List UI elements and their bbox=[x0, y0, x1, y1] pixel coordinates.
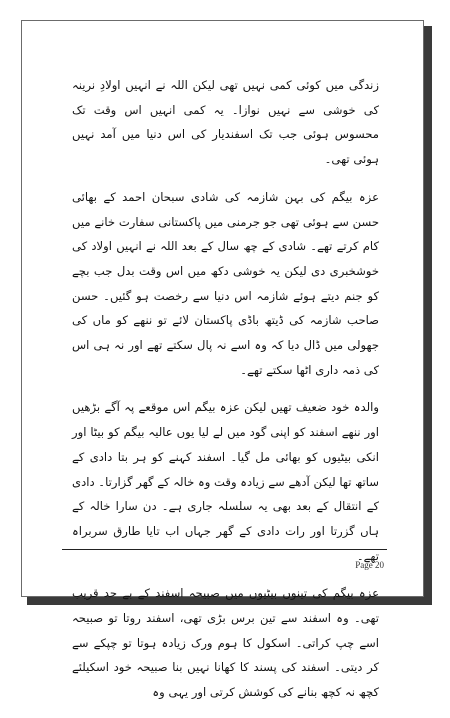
paragraph: زندگی میں کوئی کمی نہیں تھی لیکن اللہ نے انہیں اولادِ نرینہ کی خوشی سے نہیں نوازا۔ یہ کمی انہیں اس وقت تک محسوس ہوئی جب تک اسفندیار کی اس دنیا میں آمد نہیں ہوئی تھی۔ bbox=[72, 78, 379, 167]
page-number: Page 20 bbox=[355, 560, 384, 570]
document-page bbox=[21, 20, 424, 700]
paragraph: عزہ بیگم کی تینوں بیٹیوں میں صبیحہ اسفند کے بے حد قریب تھی۔ وہ اسفند سے تین برس بڑی تھی، اسفند روتا تو صبیحہ اسے چپ کراتی۔ اسکول کا ہوم ورک زیادہ ہوتا تو چپکے سے کر دیتی۔ اسفند کی پسند کا کھانا نہیں بنا صبیحہ خود اسکیلئے کچھ نہ کچھ بنانے کی کوشش کرتی اور یہی وہ bbox=[72, 586, 379, 700]
paragraph: والدہ خود ضعیف تھیں لیکن عزہ بیگم اس موقعے پہ آگے بڑھیں اور ننھے اسفند کو اپنی گود میں لے لیا یوں عالیہ بیگم کو بیٹا اور انکی بیٹیوں کو بھائی مل گیا۔ اسفند کہنے کو ہر بتا دادی کے ساتھ تھا لیکن آدھے سے زیادہ وقت وہ خالہ کے گھر گزارتا۔ دادی کے انتقال کے بعد بھی یہ سلسلہ جاری ہے۔ دن سارا خالہ کے ہاں گزرتا اور رات دادی کے گھر جہاں اب تایا طارق سربراہ تھے۔ bbox=[72, 400, 379, 563]
footer-rule bbox=[62, 549, 387, 550]
paragraph: عزہ بیگم کی بہن شازمہ کی شادی سبحان احمد کے بھائی حسن سے ہوئی تھی جو جرمنی میں پاکستانی سفارت خانے میں کام کرتے تھے۔ شادی کے چھ سال کے بعد اللہ نے انہیں اولاد کی خوشخبری دی لیکن یہ خوشی دکھ میں اس وقت بدل جب بچے کو جنم دیتے ہوئے شازمہ اس دنیا سے رخصت ہو گئیں۔ حسن صاحب شازمہ کی ڈیتھ باڈی پاکستان لائے تو ننھے کو ماں کی جھولی میں ڈال دیا کہ وہ اسے نہ پال سکتے تھے اور نہ ہی اس کی ذمہ داری اٹھا سکتے تھے۔ bbox=[72, 189, 379, 377]
page-body bbox=[72, 73, 379, 718]
